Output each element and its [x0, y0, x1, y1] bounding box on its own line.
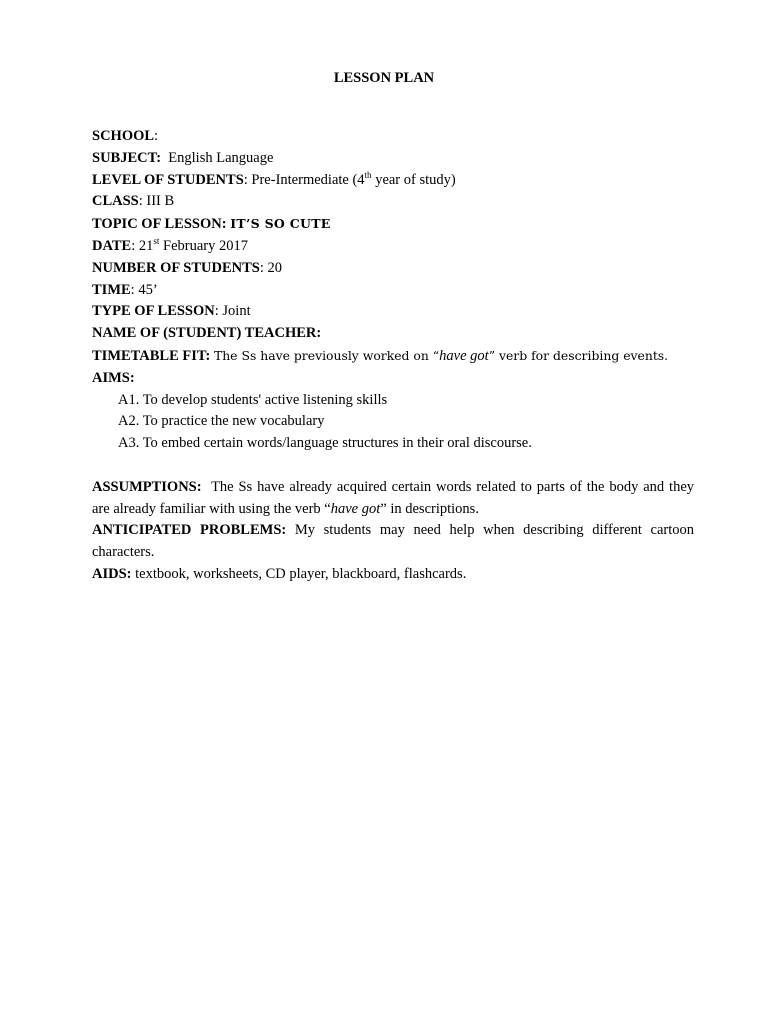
num-students-label: NUMBER OF STUDENTS — [92, 259, 260, 276]
aim-item: A3. To embed certain words/language structures in their oral discourse. — [118, 435, 532, 452]
level-value-pre: : Pre-Intermediate (4 — [243, 171, 365, 188]
subject-label: SUBJECT: — [92, 149, 162, 166]
time-value: : 45’ — [130, 281, 158, 298]
num-students-line — [92, 258, 694, 280]
aims-label: AIMS: — [92, 369, 135, 386]
teacher-line — [92, 323, 694, 345]
time-label: TIME — [92, 281, 131, 298]
date-label: DATE — [92, 237, 132, 254]
level-value-post: year of study) — [371, 171, 456, 188]
aids-label: AIDS: — [92, 565, 132, 582]
type-line — [92, 301, 694, 323]
paragraph-gap — [92, 455, 694, 477]
problems-paragraph — [92, 520, 694, 564]
assumptions-text-post: ” in descriptions. — [380, 500, 479, 517]
date-value-pre: : 21 — [131, 237, 154, 254]
subject-value: English Language — [168, 149, 274, 166]
aims-line — [92, 368, 694, 390]
date-line — [92, 236, 694, 258]
class-value: : III B — [138, 193, 175, 210]
topic-label: TOPIC OF LESSON — [92, 216, 222, 233]
aids-line — [92, 564, 694, 586]
aim-item: A2. To practice the new vocabulary — [118, 413, 325, 430]
school-line — [92, 126, 694, 148]
date-value-sup: st — [153, 236, 160, 247]
timetable-text-pre: The Ss have previously worked on “ — [213, 347, 440, 363]
timetable-italic: have got — [439, 347, 489, 364]
topic-colon: : — [221, 216, 231, 233]
level-value-sup: th — [364, 169, 372, 180]
assumptions-text-pre: The Ss have already acquired certain words related to parts of the body and they are already familiar with using the verb “ — [92, 478, 695, 517]
problems-label: ANTICIPATED PROBLEMS: — [92, 522, 287, 539]
lesson-plan-body — [92, 126, 694, 586]
type-label: TYPE OF LESSON — [92, 303, 215, 320]
topic-value: IT’S SO CUTE — [230, 216, 331, 232]
school-label: SCHOOL — [92, 128, 155, 144]
time-line — [92, 280, 694, 302]
problems-text: My students may need help when describing different cartoon characters. — [92, 522, 694, 561]
aim-item: A1. To develop students' active listening skills — [118, 391, 388, 408]
teacher-label: NAME OF (STUDENT) TEACHER: — [92, 325, 322, 342]
class-label: CLASS — [92, 193, 139, 210]
class-line — [92, 191, 694, 213]
timetable-label: TIMETABLE FIT: — [92, 347, 211, 364]
timetable-line — [92, 345, 694, 368]
topic-line — [92, 213, 694, 236]
school-value: : — [154, 128, 159, 144]
timetable-text-post: ” verb for describing events. — [488, 347, 669, 363]
num-students-value: : 20 — [259, 259, 283, 276]
assumptions-label: ASSUMPTIONS: — [92, 478, 202, 495]
type-value: : Joint — [214, 303, 251, 320]
document-title: LESSON PLAN — [333, 70, 435, 86]
level-line — [92, 170, 694, 192]
assumptions-italic: have got — [330, 500, 381, 517]
assumptions-paragraph — [92, 477, 694, 521]
date-value-post: February 2017 — [159, 237, 248, 254]
aids-text: textbook, worksheets, CD player, blackboard, flashcards. — [135, 565, 467, 582]
subject-line — [92, 148, 694, 170]
level-label: LEVEL OF STUDENTS — [92, 171, 244, 188]
